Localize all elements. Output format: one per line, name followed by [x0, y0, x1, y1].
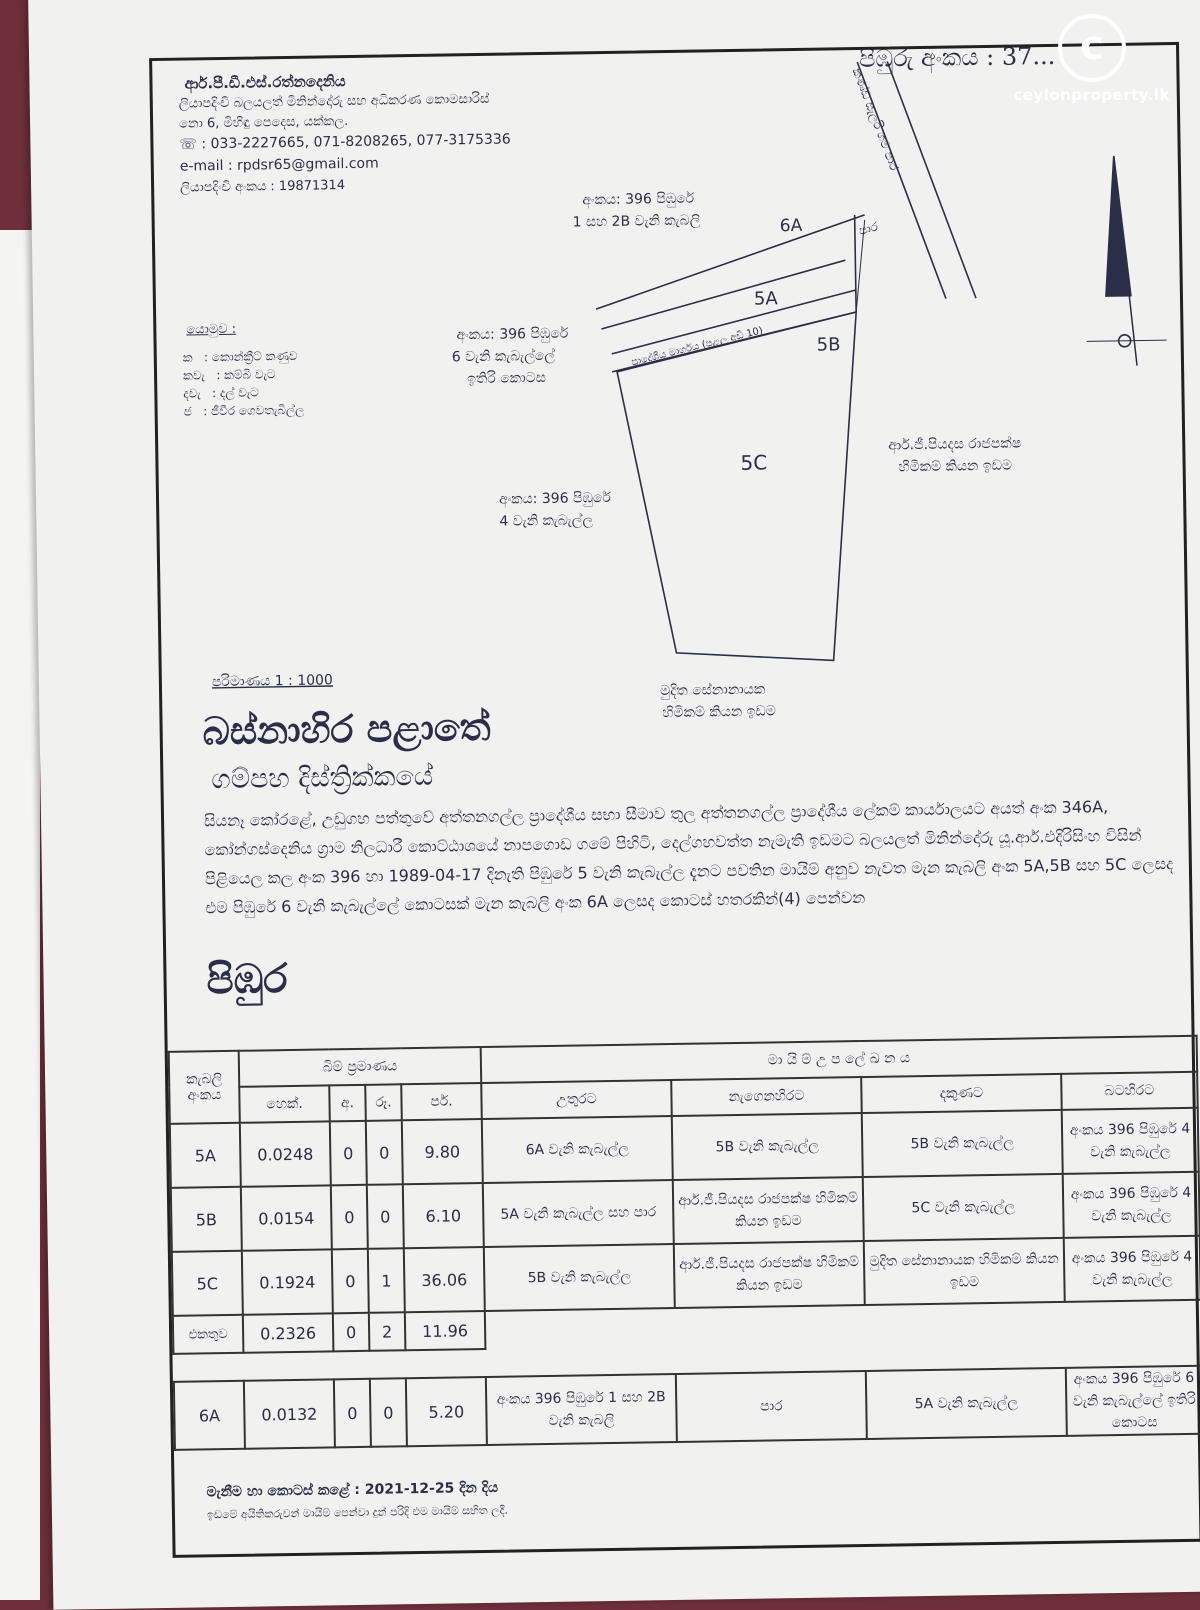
header-south: දකුණට: [861, 1074, 1062, 1113]
cell-p: 36.06: [404, 1247, 485, 1312]
surveyor-reg-no: ලියාපදිංචි අංකය : 19871314: [180, 178, 346, 196]
cell-total-a: 0: [333, 1313, 370, 1352]
lot-label-6a: 6A: [779, 215, 803, 237]
legend-item: ජ : ජීවීර ගෙවතැබිල්ල: [183, 402, 305, 419]
cell-north: 5A වැනි කැබැල්ල සහ පාර: [483, 1180, 674, 1247]
cell-north: 6A වැනි කැබැල්ල: [482, 1116, 673, 1183]
header-west: බටහිරට: [1061, 1072, 1198, 1110]
legend-item: දවැ : දල් වැට: [183, 385, 259, 401]
west-upper-line1: අංකය: 396 පිඹුරේ: [456, 325, 569, 344]
cell-r: 0: [370, 1378, 407, 1447]
cell-lot: 5C: [172, 1251, 243, 1316]
cell-south: 5B වැනි කැබැල්ල: [862, 1110, 1063, 1177]
cell-west: අංකය 396 පිඹුරේ 4 වැනි කැබැල්ල: [1062, 1108, 1199, 1174]
header-extent: බිම් ප්‍රමාණය: [239, 1047, 482, 1087]
legend-title: යොමුව :: [186, 321, 237, 338]
north-arrow-crossbar: [1087, 340, 1167, 341]
cell-total-p: 11.96: [405, 1311, 486, 1350]
legend-item: ක : කොන්ක්‍රීට් කණුව: [182, 348, 298, 365]
cell-south: 5C වැනි කැබැල්ල: [863, 1174, 1064, 1241]
south-boundary: [676, 650, 833, 662]
cell-west: අංකය 396 පිඹුරේ 4 වැනි කැබැල්ල: [1064, 1236, 1200, 1302]
cell-lot: 5B: [171, 1187, 242, 1252]
plan-description: සියනෑ කෝරළේ, උඩුගහ පත්තුවේ අත්තනගල්ල ප්‍රාදේශීය සභා සීමාව තුල අත්තනගල්ල ප්‍රාදේශීය ලේකම් කාර්යාලයට අයත් අංක 346A, කෝන්ගස්දෙනිය ග්‍රාම නිලධාරී කොට්ඨාශයේ නාපගොඩ ගමේ පිහිටි, දෙල්ගහවත්ත නැමැති ඉඩමට බලයලත් මිනින්දෝරු යූ.ආර්.එදිරිසිංහ විසින් පිළියෙල කල අංක 396 හා 1989-04-17 දිනැති පිඹුරේ 5 වැනි කැබැල්ල දැනට පවතින මායිම් අනුව නැවත මැන කැබලි අංක 5A,5B සහ 5C ලෙසද එම පිඹුරේ 6 වැනි කැබැල්ලේ කොටසක් මැන කැබලි අංක 6A ලෙසද කොටස් හතරකින්(4) පෙන්වන: [203, 797, 1174, 918]
cell-p: 6.10: [403, 1183, 484, 1248]
lot-label-5b: 5B: [816, 334, 841, 356]
cell-a: 0: [330, 1121, 367, 1186]
north-neighbor-line1: අංකය: 396 පිඹුරේ: [582, 190, 695, 209]
cell-west: අංකය 396 පිඹුරේ 6 වැනි කැබැල්ලේ ඉතිරි කොටස: [1066, 1366, 1200, 1436]
cell-a: 0: [332, 1249, 369, 1314]
cell-east: ආර්.ජී.පියදස රාජපක්ෂ හිමිකම් කියන ඉඩම: [674, 1241, 865, 1308]
lot-label-5c: 5C: [740, 450, 768, 475]
header-lot: කැබලි අංකය: [169, 1051, 240, 1124]
header-a: අ.: [329, 1085, 366, 1122]
boundary-schedule-table: [168, 1035, 1200, 1451]
survey-map: [152, 45, 1193, 761]
main-road-east-edge: [887, 60, 976, 299]
road-name-label: පාර: [857, 219, 880, 238]
surveyor-title: ලියාපදිංචි බලයලත් මිනින්දෝරු සහ අධිකරණ කොමසාරිස්: [178, 91, 490, 112]
header-hect: හෙක්.: [239, 1085, 330, 1122]
cell-lot: 5A: [170, 1123, 241, 1188]
road-label: ප්‍රාදේශීය මාර්ගය (පළල අඩි 10): [630, 325, 765, 369]
header-boundaries: මා යි ම් උ ප ලේ ඛ න ය: [481, 1036, 1197, 1083]
cell-r: 0: [367, 1184, 404, 1249]
legend-item: කවැ : කම්බි වැට: [182, 367, 276, 383]
cell-a: 0: [334, 1379, 371, 1448]
plan-number: පිඹුරු අංකය : 37...: [858, 41, 1056, 73]
cell-hect: 0.0248: [240, 1121, 331, 1186]
cell-east: ආර්.ජී.පියදස රාජපක්ෂ හිමිකම් කියන ඉඩම: [673, 1177, 864, 1244]
ceylonproperty-logo-icon: c: [1058, 14, 1126, 82]
east-neighbor-line2: හිමිකම් කියන ඉඩම: [898, 457, 1013, 476]
watermark: [1013, 14, 1170, 104]
surveyor-address: නො 6, මිහිඳු පෙදෙස, යක්කල.: [179, 113, 349, 132]
cell-south: 5A වැනි කැබැල්ල: [866, 1368, 1067, 1439]
cell-south: මුදිත සේනානායක හිමිකම් කියන ඉඩම: [864, 1238, 1065, 1305]
plan-word-title: පිඹුර: [206, 955, 288, 1004]
cell-hect: 0.0154: [241, 1185, 332, 1250]
cell-r: 1: [368, 1248, 405, 1313]
cell-p: 9.80: [402, 1119, 483, 1184]
main-road-label: කණ්ඩ සැලරි ගම පාර: [849, 66, 902, 173]
cell-total-r: 2: [369, 1312, 406, 1351]
west-upper-line2: 6 වැනි කැබැල්ලේ: [451, 347, 556, 366]
north-neighbor-line2: 1 සහ 2B වැනි කැබලි: [572, 212, 701, 231]
cell-north: 5B වැනි කැබැල්ල: [484, 1244, 675, 1311]
cell-east: පාර: [676, 1371, 867, 1442]
watermark-brand: ceylonproperty.lk: [1013, 86, 1170, 104]
cell-a: 0: [331, 1185, 368, 1250]
cell-north: අංකය 396 පිඹුරේ 1 සහ 2B වැනි කැබලි: [486, 1374, 677, 1445]
header-north: උතුරට: [481, 1080, 672, 1119]
lot-label-5a: 5A: [753, 288, 778, 310]
cell-r: 0: [366, 1120, 403, 1185]
south-neighbor-line2: හිමිකම් කියන ඉඩම: [662, 703, 776, 722]
survey-plan-sheet: [28, 0, 1200, 1610]
cell-p: 5.20: [406, 1377, 487, 1446]
north-arrow-head: [1104, 156, 1131, 296]
cell-lot: 6A: [174, 1381, 245, 1450]
survey-date: මැනීම හා කොටස් කළේ : 2021-12-25 දින දිය: [206, 1479, 499, 1501]
header-east: නැගෙනහිරට: [671, 1077, 862, 1116]
scale-label: පරිමාණය 1 : 1000: [211, 672, 334, 691]
cell-west: අංකය 396 පිඹුරේ 4 වැනි කැබැල්ල: [1063, 1172, 1200, 1238]
header-p: පර්.: [401, 1083, 482, 1120]
cell-east: 5B වැනි කැබැල්ල: [672, 1113, 863, 1180]
province-title: බස්නාහිර පළාතේ: [202, 703, 491, 754]
surveyor-name: ආර්.පී.ඩී.එස්.රත්නදෙනිය: [184, 72, 346, 93]
surveyor-email: e-mail : rpdsr65@gmail.com: [179, 155, 379, 175]
west-upper-line3: ඉතිරි කොටස: [467, 369, 546, 388]
header-r: රූ.: [365, 1084, 402, 1121]
west-lower-line1: අංකය: 396 පිඹුරේ: [498, 489, 611, 508]
east-neighbor-line1: ආර්.ජී.පියදස රාජපක්ෂ: [888, 435, 1022, 454]
surveyor-phone: ☏ : 033-2227665, 071-8208265, 077-3175336: [179, 131, 511, 153]
cell-total-label: එකතුව: [173, 1315, 244, 1354]
cell-hect: 0.1924: [242, 1249, 333, 1314]
south-neighbor-line1: මුදිත සේනානායක: [659, 681, 766, 700]
boundary-east-upper: [855, 215, 857, 312]
cell-hect: 0.0132: [244, 1379, 335, 1448]
cell-total-hect: 0.2326: [243, 1313, 334, 1352]
plan-frame: [149, 42, 1200, 1558]
footer-note: ඉඩමේ අයිතිකරුවන් මායිම් පෙන්වා දුන් පරිදි එම මායිම් සහිත ලදී.: [206, 1503, 509, 1522]
district-title: ගම්පහ දිස්ත්‍රික්කයේ: [211, 760, 434, 796]
west-lower-line2: 4 වැනි කැබැල්ල: [499, 512, 594, 530]
lot-5c-boundary: [616, 312, 861, 664]
